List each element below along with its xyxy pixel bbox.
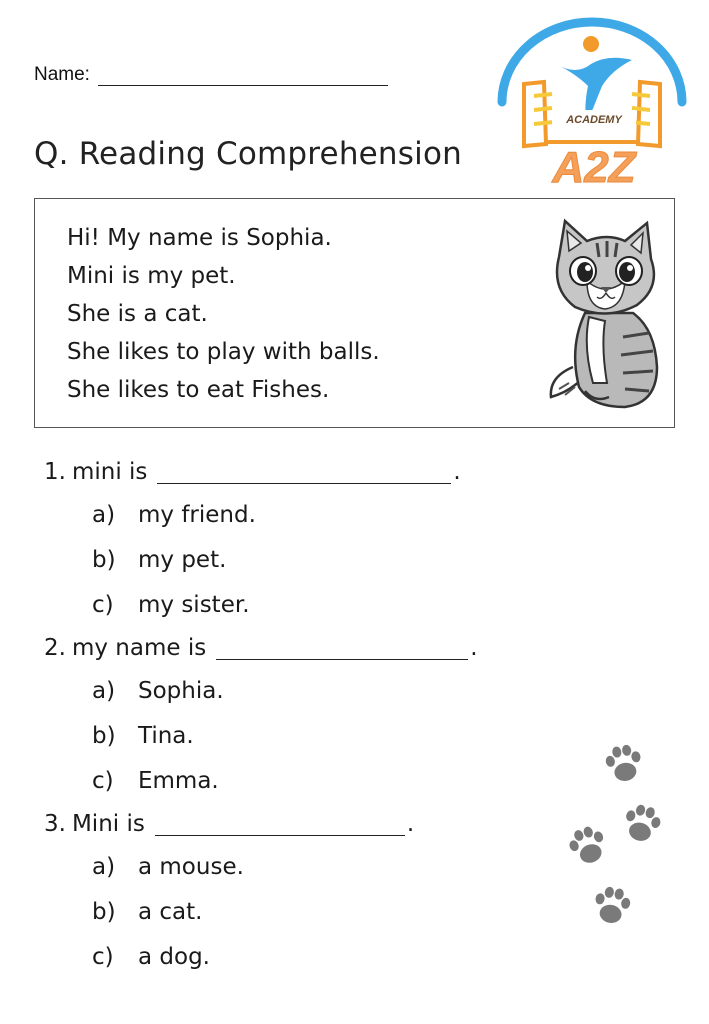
option-letter: b) xyxy=(92,547,116,573)
questions-list xyxy=(44,452,684,980)
option-text: a cat. xyxy=(138,899,203,925)
option-letter: a) xyxy=(92,854,116,880)
question-end: . xyxy=(453,459,461,485)
option-letter: c) xyxy=(92,944,114,970)
option-1a[interactable] xyxy=(44,493,684,538)
option-text: a mouse. xyxy=(138,854,244,880)
name-row xyxy=(34,64,388,86)
option-2b[interactable] xyxy=(44,714,684,759)
story-line: Mini is my pet. xyxy=(67,263,236,289)
option-text: my sister. xyxy=(138,592,250,618)
answer-blank[interactable] xyxy=(216,637,468,660)
question-end: . xyxy=(470,635,478,661)
page-title: Q. Reading Comprehension xyxy=(34,136,462,172)
logo-head xyxy=(583,36,599,52)
answer-blank[interactable] xyxy=(155,813,405,836)
question-prompt: Mini is xyxy=(71,811,145,837)
option-1c[interactable] xyxy=(44,583,684,628)
option-text: a dog. xyxy=(138,944,210,970)
logo-main-text: A2Z xyxy=(552,143,636,192)
option-letter: a) xyxy=(92,678,116,704)
option-letter: a) xyxy=(92,502,116,528)
name-blank-line[interactable] xyxy=(98,65,388,86)
question-1 xyxy=(44,452,684,493)
option-letter: b) xyxy=(92,723,116,749)
cat-chest xyxy=(587,317,607,383)
logo-academy-text: ACADEMY xyxy=(566,114,622,126)
option-1b[interactable] xyxy=(44,538,684,583)
question-prompt: mini is xyxy=(71,459,148,485)
logo-book-left xyxy=(524,82,546,146)
question-2 xyxy=(44,628,684,669)
paw-print-icon xyxy=(587,881,638,932)
question-number: 3. xyxy=(44,811,66,837)
option-letter: b) xyxy=(92,899,116,925)
name-label: Name: xyxy=(34,64,90,85)
option-text: my pet. xyxy=(138,547,227,573)
paw-print-icon xyxy=(599,739,650,790)
question-number: 1. xyxy=(44,459,66,485)
option-text: Tina. xyxy=(138,723,194,749)
option-letter: c) xyxy=(92,768,114,794)
logo-book-right xyxy=(638,82,660,146)
option-letter: c) xyxy=(92,592,114,618)
question-prompt: my name is xyxy=(71,635,207,661)
option-3c[interactable] xyxy=(44,935,684,980)
story-line: Hi! My name is Sophia. xyxy=(67,225,332,251)
cat-icon xyxy=(545,217,663,413)
option-text: Sophia. xyxy=(138,678,224,704)
story-text xyxy=(67,219,380,409)
academy-logo xyxy=(494,14,690,192)
question-number: 2. xyxy=(44,635,66,661)
story-line: She likes to eat Fishes. xyxy=(67,377,330,403)
story-box xyxy=(34,198,675,428)
option-2a[interactable] xyxy=(44,669,684,714)
answer-blank[interactable] xyxy=(157,461,451,484)
option-2c[interactable] xyxy=(44,759,684,804)
option-text: my friend. xyxy=(138,502,256,528)
story-line: She likes to play with balls. xyxy=(67,339,380,365)
question-end: . xyxy=(406,811,415,837)
option-text: Emma. xyxy=(138,768,219,794)
story-line: She is a cat. xyxy=(67,301,208,327)
